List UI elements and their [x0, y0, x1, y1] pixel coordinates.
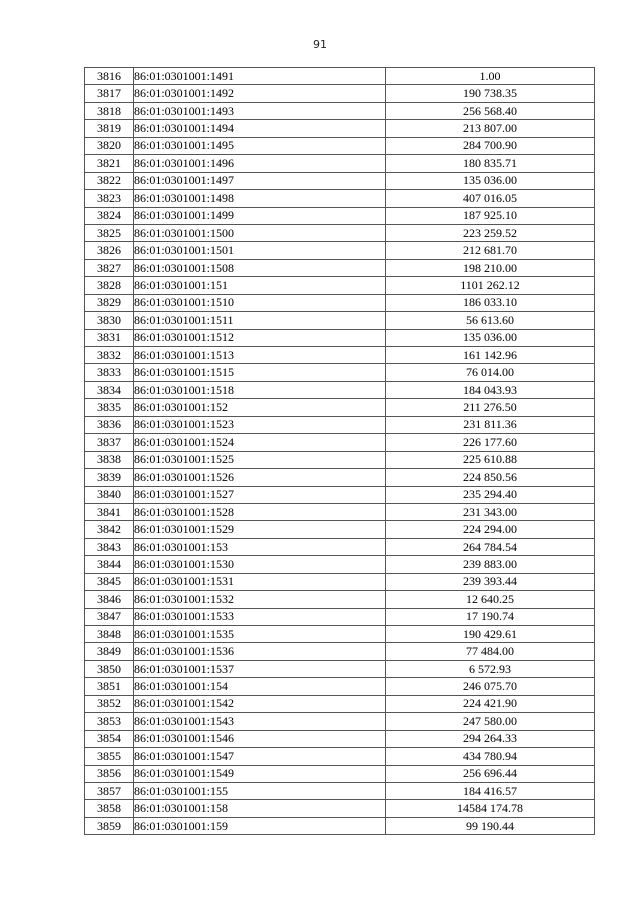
- table-row: [85, 678, 595, 695]
- row-number-cell: 3848: [85, 626, 134, 643]
- row-number-cell: 3850: [85, 660, 134, 677]
- value-cell: 231 343.00: [386, 503, 595, 520]
- cadastral-number-cell: 86:01:0301001:1533: [134, 608, 386, 625]
- table-row: [85, 434, 595, 451]
- cadastral-number-cell: 86:01:0301001:1531: [134, 573, 386, 590]
- cadastral-number-cell: 86:01:0301001:152: [134, 399, 386, 416]
- table-row: [85, 172, 595, 189]
- value-cell: 17 190.74: [386, 608, 595, 625]
- value-cell: 226 177.60: [386, 434, 595, 451]
- row-number-cell: 3836: [85, 416, 134, 433]
- cadastral-number-cell: 86:01:0301001:1543: [134, 713, 386, 730]
- cadastral-number-cell: 86:01:0301001:153: [134, 538, 386, 555]
- cadastral-number-cell: 86:01:0301001:1518: [134, 381, 386, 398]
- table-row: [85, 695, 595, 712]
- table-row: [85, 486, 595, 503]
- cadastral-number-cell: 86:01:0301001:1547: [134, 748, 386, 765]
- cadastral-number-cell: 86:01:0301001:1527: [134, 486, 386, 503]
- cadastral-number-cell: 86:01:0301001:1510: [134, 294, 386, 311]
- value-cell: 264 784.54: [386, 538, 595, 555]
- cadastral-number-cell: 86:01:0301001:1530: [134, 556, 386, 573]
- value-cell: 231 811.36: [386, 416, 595, 433]
- cadastral-value-table: [84, 67, 595, 835]
- row-number-cell: 3819: [85, 120, 134, 137]
- row-number-cell: 3843: [85, 538, 134, 555]
- cadastral-number-cell: 86:01:0301001:1515: [134, 364, 386, 381]
- table-row: [85, 155, 595, 172]
- table-row: [85, 451, 595, 468]
- cadastral-number-cell: 86:01:0301001:155: [134, 782, 386, 799]
- value-cell: 99 190.44: [386, 817, 595, 834]
- cadastral-number-cell: 86:01:0301001:1500: [134, 224, 386, 241]
- row-number-cell: 3839: [85, 469, 134, 486]
- row-number-cell: 3829: [85, 294, 134, 311]
- table-row: [85, 137, 595, 154]
- row-number-cell: 3823: [85, 190, 134, 207]
- value-cell: 434 780.94: [386, 748, 595, 765]
- table-row: [85, 381, 595, 398]
- table-body: [85, 68, 595, 835]
- table-row: [85, 503, 595, 520]
- table-row: [85, 730, 595, 747]
- cadastral-number-cell: 86:01:0301001:1528: [134, 503, 386, 520]
- value-cell: 1.00: [386, 68, 595, 85]
- row-number-cell: 3820: [85, 137, 134, 154]
- table-row: [85, 469, 595, 486]
- cadastral-number-cell: 86:01:0301001:1494: [134, 120, 386, 137]
- value-cell: 56 613.60: [386, 312, 595, 329]
- value-cell: 294 264.33: [386, 730, 595, 747]
- value-cell: 256 568.40: [386, 102, 595, 119]
- row-number-cell: 3846: [85, 591, 134, 608]
- value-cell: 14584 174.78: [386, 800, 595, 817]
- row-number-cell: 3825: [85, 224, 134, 241]
- table-row: [85, 329, 595, 346]
- row-number-cell: 3826: [85, 242, 134, 259]
- row-number-cell: 3827: [85, 259, 134, 276]
- table-row: [85, 120, 595, 137]
- cadastral-number-cell: 86:01:0301001:159: [134, 817, 386, 834]
- cadastral-number-cell: 86:01:0301001:1542: [134, 695, 386, 712]
- row-number-cell: 3840: [85, 486, 134, 503]
- value-cell: 187 925.10: [386, 207, 595, 224]
- row-number-cell: 3858: [85, 800, 134, 817]
- cadastral-number-cell: 86:01:0301001:1491: [134, 68, 386, 85]
- table-row: [85, 190, 595, 207]
- value-cell: 184 043.93: [386, 381, 595, 398]
- row-number-cell: 3834: [85, 381, 134, 398]
- cadastral-number-cell: 86:01:0301001:1508: [134, 259, 386, 276]
- row-number-cell: 3847: [85, 608, 134, 625]
- cadastral-number-cell: 86:01:0301001:1497: [134, 172, 386, 189]
- cadastral-number-cell: 86:01:0301001:158: [134, 800, 386, 817]
- row-number-cell: 3838: [85, 451, 134, 468]
- value-cell: 224 850.56: [386, 469, 595, 486]
- table-row: [85, 207, 595, 224]
- row-number-cell: 3828: [85, 277, 134, 294]
- row-number-cell: 3842: [85, 521, 134, 538]
- value-cell: 161 142.96: [386, 347, 595, 364]
- table-row: [85, 85, 595, 102]
- value-cell: 190 429.61: [386, 626, 595, 643]
- row-number-cell: 3841: [85, 503, 134, 520]
- value-cell: 184 416.57: [386, 782, 595, 799]
- row-number-cell: 3833: [85, 364, 134, 381]
- table-row: [85, 416, 595, 433]
- value-cell: 211 276.50: [386, 399, 595, 416]
- cadastral-number-cell: 86:01:0301001:1512: [134, 329, 386, 346]
- table-row: [85, 242, 595, 259]
- value-cell: 246 075.70: [386, 678, 595, 695]
- table-row: [85, 817, 595, 834]
- table-row: [85, 312, 595, 329]
- cadastral-number-cell: 86:01:0301001:1525: [134, 451, 386, 468]
- value-cell: 213 807.00: [386, 120, 595, 137]
- value-cell: 212 681.70: [386, 242, 595, 259]
- table-row: [85, 521, 595, 538]
- row-number-cell: 3853: [85, 713, 134, 730]
- row-number-cell: 3837: [85, 434, 134, 451]
- row-number-cell: 3822: [85, 172, 134, 189]
- row-number-cell: 3856: [85, 765, 134, 782]
- value-cell: 256 696.44: [386, 765, 595, 782]
- cadastral-number-cell: 86:01:0301001:1523: [134, 416, 386, 433]
- cadastral-number-cell: 86:01:0301001:1532: [134, 591, 386, 608]
- value-cell: 186 033.10: [386, 294, 595, 311]
- value-cell: 135 036.00: [386, 172, 595, 189]
- value-cell: 224 294.00: [386, 521, 595, 538]
- value-cell: 224 421.90: [386, 695, 595, 712]
- value-cell: 198 210.00: [386, 259, 595, 276]
- value-cell: 239 883.00: [386, 556, 595, 573]
- table-row: [85, 626, 595, 643]
- value-cell: 6 572.93: [386, 660, 595, 677]
- value-cell: 247 580.00: [386, 713, 595, 730]
- table-row: [85, 538, 595, 555]
- value-cell: 235 294.40: [386, 486, 595, 503]
- page-number: 91: [313, 38, 327, 51]
- row-number-cell: 3830: [85, 312, 134, 329]
- cadastral-number-cell: 86:01:0301001:1537: [134, 660, 386, 677]
- value-cell: 1101 262.12: [386, 277, 595, 294]
- row-number-cell: 3857: [85, 782, 134, 799]
- row-number-cell: 3855: [85, 748, 134, 765]
- value-cell: 77 484.00: [386, 643, 595, 660]
- cadastral-number-cell: 86:01:0301001:1529: [134, 521, 386, 538]
- cadastral-number-cell: 86:01:0301001:1498: [134, 190, 386, 207]
- value-cell: 284 700.90: [386, 137, 595, 154]
- table-row: [85, 68, 595, 85]
- value-cell: 135 036.00: [386, 329, 595, 346]
- table-row: [85, 364, 595, 381]
- value-cell: 12 640.25: [386, 591, 595, 608]
- row-number-cell: 3851: [85, 678, 134, 695]
- row-number-cell: 3845: [85, 573, 134, 590]
- row-number-cell: 3859: [85, 817, 134, 834]
- table-row: [85, 573, 595, 590]
- row-number-cell: 3831: [85, 329, 134, 346]
- value-cell: 76 014.00: [386, 364, 595, 381]
- table-row: [85, 224, 595, 241]
- cadastral-number-cell: 86:01:0301001:1492: [134, 85, 386, 102]
- row-number-cell: 3852: [85, 695, 134, 712]
- table-row: [85, 399, 595, 416]
- cadastral-number-cell: 86:01:0301001:151: [134, 277, 386, 294]
- table-row: [85, 608, 595, 625]
- cadastral-number-cell: 86:01:0301001:154: [134, 678, 386, 695]
- table-row: [85, 277, 595, 294]
- cadastral-number-cell: 86:01:0301001:1493: [134, 102, 386, 119]
- value-cell: 239 393.44: [386, 573, 595, 590]
- table-row: [85, 643, 595, 660]
- row-number-cell: 3835: [85, 399, 134, 416]
- table-row: [85, 713, 595, 730]
- cadastral-number-cell: 86:01:0301001:1501: [134, 242, 386, 259]
- cadastral-number-cell: 86:01:0301001:1513: [134, 347, 386, 364]
- table-row: [85, 765, 595, 782]
- table-row: [85, 259, 595, 276]
- cadastral-number-cell: 86:01:0301001:1511: [134, 312, 386, 329]
- row-number-cell: 3816: [85, 68, 134, 85]
- cadastral-number-cell: 86:01:0301001:1535: [134, 626, 386, 643]
- table-row: [85, 591, 595, 608]
- table-row: [85, 294, 595, 311]
- row-number-cell: 3832: [85, 347, 134, 364]
- row-number-cell: 3818: [85, 102, 134, 119]
- value-cell: 225 610.88: [386, 451, 595, 468]
- cadastral-number-cell: 86:01:0301001:1495: [134, 137, 386, 154]
- table-row: [85, 800, 595, 817]
- table-row: [85, 660, 595, 677]
- value-cell: 190 738.35: [386, 85, 595, 102]
- cadastral-number-cell: 86:01:0301001:1524: [134, 434, 386, 451]
- row-number-cell: 3817: [85, 85, 134, 102]
- row-number-cell: 3821: [85, 155, 134, 172]
- table-row: [85, 347, 595, 364]
- table-row: [85, 782, 595, 799]
- cadastral-number-cell: 86:01:0301001:1496: [134, 155, 386, 172]
- cadastral-number-cell: 86:01:0301001:1499: [134, 207, 386, 224]
- table-row: [85, 556, 595, 573]
- row-number-cell: 3844: [85, 556, 134, 573]
- row-number-cell: 3824: [85, 207, 134, 224]
- value-cell: 407 016.05: [386, 190, 595, 207]
- row-number-cell: 3854: [85, 730, 134, 747]
- value-cell: 180 835.71: [386, 155, 595, 172]
- table-row: [85, 748, 595, 765]
- table-row: [85, 102, 595, 119]
- value-cell: 223 259.52: [386, 224, 595, 241]
- cadastral-number-cell: 86:01:0301001:1536: [134, 643, 386, 660]
- row-number-cell: 3849: [85, 643, 134, 660]
- cadastral-number-cell: 86:01:0301001:1549: [134, 765, 386, 782]
- cadastral-number-cell: 86:01:0301001:1526: [134, 469, 386, 486]
- cadastral-number-cell: 86:01:0301001:1546: [134, 730, 386, 747]
